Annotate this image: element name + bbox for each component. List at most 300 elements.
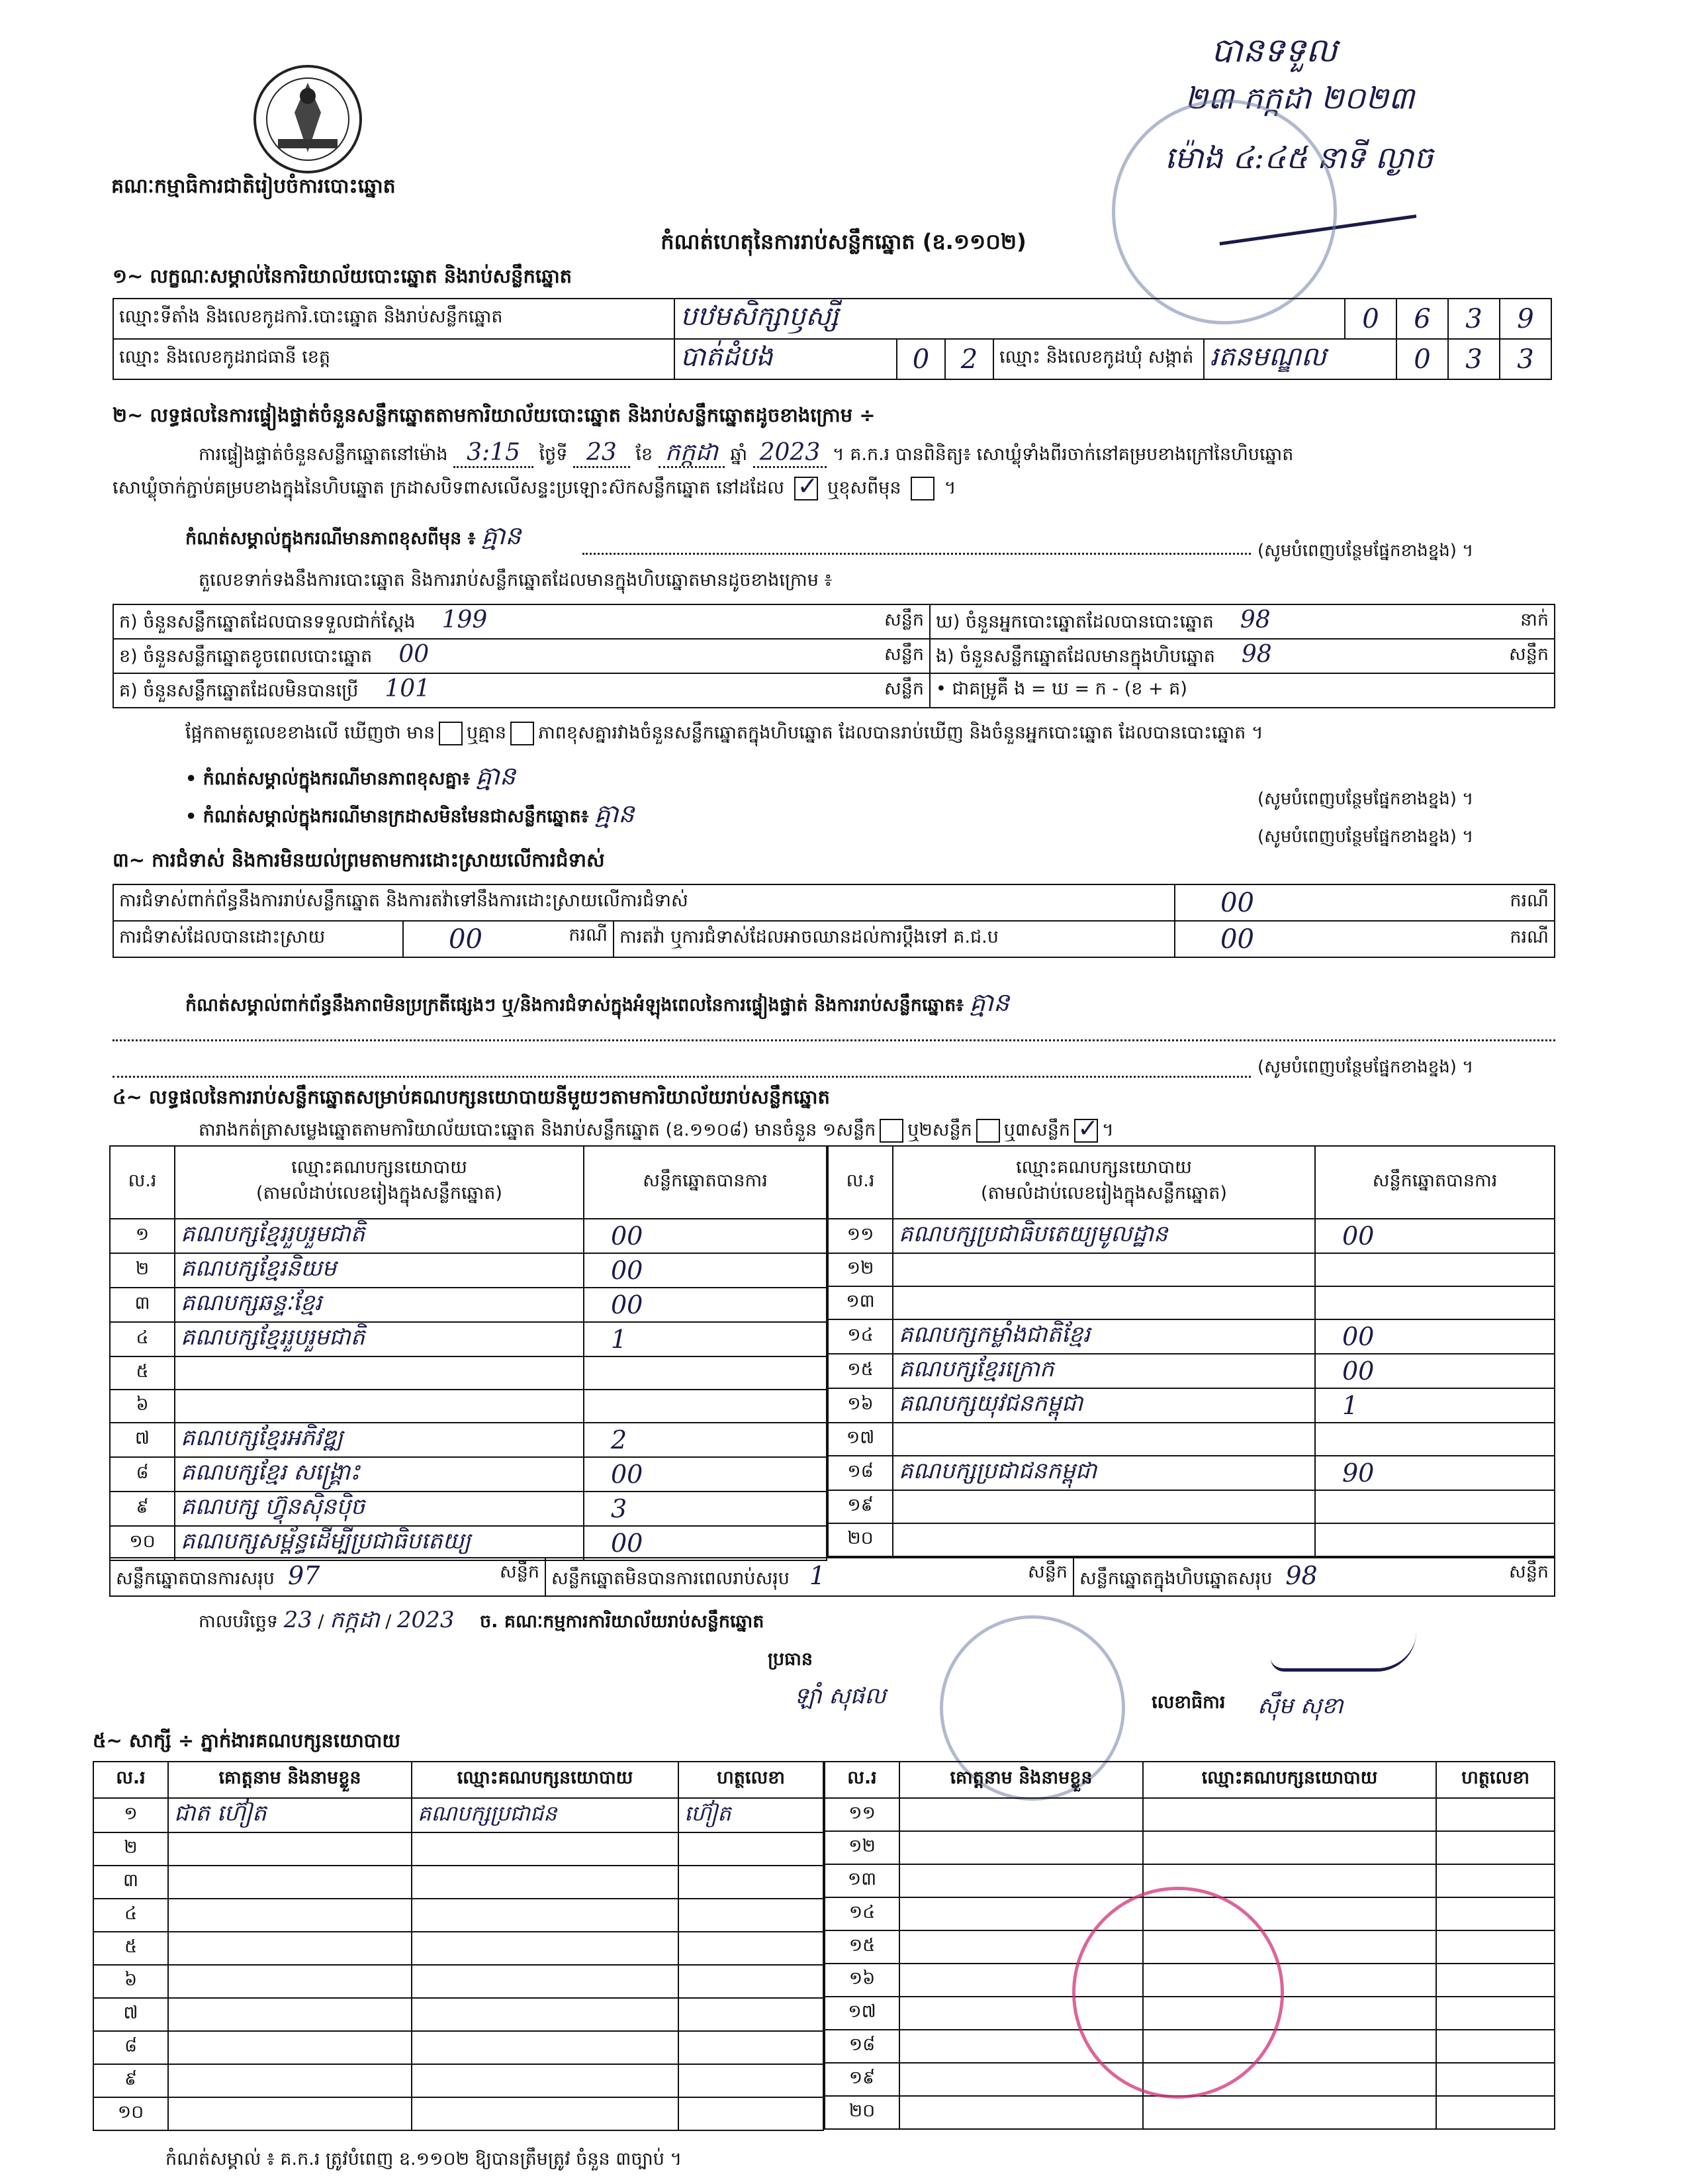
row-number: ២ — [93, 1832, 168, 1866]
unit: សន្លឹក — [500, 1561, 539, 1582]
resolved-label: ការជំទាស់ដែលបានដោះស្រាយ — [113, 921, 403, 957]
row-number: ៤ — [93, 1899, 168, 1932]
witness-name — [168, 1932, 412, 1965]
date-month: កក្កដា — [330, 1607, 380, 1633]
row-number: ១១ — [828, 1219, 893, 1253]
party-votes: 00 — [584, 1219, 827, 1253]
results-row — [828, 1456, 1555, 1490]
footer-note: កំណត់សម្គាល់ ៖ គ.ក.រ ត្រូវបំពេញ ឧ.១១០២ ឱ្យបានត្រឹមត្រូវ ចំនួន ៣ច្បាប់ ។ — [165, 2149, 682, 2169]
party-votes: 00 — [1315, 1319, 1555, 1354]
received-label: បានទទួល — [1211, 31, 1338, 70]
witness-row — [93, 2031, 823, 2064]
results-row — [828, 1286, 1555, 1319]
change-note-label: កំណត់សម្គាល់ក្នុងករណីមានភាពខុសពីមុន ៖ — [185, 528, 476, 549]
change-note-value: គ្មាន — [481, 521, 522, 550]
row-number: ១៥ — [825, 1930, 899, 1964]
figure-row-e — [930, 639, 1504, 673]
sentence-end: ។ — [1101, 1119, 1114, 1141]
station-code-digit: 3 — [1448, 299, 1500, 339]
tally-intro: តារាងកត់ត្រាសម្លេងឆ្នោតតាមការិយាល័យបោះឆ្នោត និងរាប់សន្លឹកឆ្នោត (ឧ.១១០៨) មានចំនួន ១សន្លឹក — [199, 1119, 876, 1141]
case-unit: ករណី — [1490, 884, 1555, 921]
date-line: កាលបរិច្ឆេទ 23 / កក្កដា / 2023 ច. គណៈកម្មការការិយាល័យរាប់សន្លឹកឆ្នោត — [199, 1607, 764, 1633]
section4-title: ៤~ លទ្ធផលនៃការរាប់សន្លឹកឆ្នោតសម្រាប់គណបក្សនយោបាយនីមួយៗតាមការិយាល័យរាប់សន្លឹកឆ្នោត — [113, 1086, 830, 1108]
witness-name — [899, 1798, 1143, 1831]
row-number: ៧ — [110, 1423, 175, 1457]
party-votes: 1 — [584, 1322, 827, 1356]
row-number: ១០ — [110, 1526, 175, 1560]
total-invalid-value: 1 — [809, 1560, 826, 1590]
unit: សន្លឹក — [1028, 1561, 1068, 1582]
row-number: ១២ — [828, 1253, 893, 1286]
verification-time: 3:15 — [453, 439, 533, 468]
col-party-sub: (តាមលំដាប់លេខរៀងក្នុងសន្លឹកឆ្នោត) — [256, 1183, 502, 1204]
witness-name — [899, 1864, 1143, 1897]
month-label: ខែ — [635, 444, 653, 465]
party-votes: 90 — [1315, 1456, 1555, 1490]
witness-party — [412, 2031, 678, 2064]
row-number: ១៩ — [828, 1490, 893, 1523]
party-name: គណបក្សឆន្ទៈខ្មែរ — [175, 1288, 584, 1322]
party-name: គណបក្សប្រជាធិបតេយ្យមូលដ្ឋាន — [893, 1219, 1315, 1253]
witness-row — [93, 1965, 823, 1998]
complaints-table — [113, 884, 1555, 958]
party-votes: 2 — [584, 1423, 827, 1457]
figure-row-a — [113, 604, 879, 639]
figure-row-c — [113, 673, 879, 708]
row-number: ៩ — [93, 2064, 168, 2097]
results-table-right — [827, 1145, 1555, 1557]
party-name — [175, 1390, 584, 1423]
figure-unit: សន្លឹក — [1504, 639, 1555, 673]
party-votes: 1 — [1315, 1388, 1555, 1423]
party-name: គណបក្សប្រជាជនកម្ពុជា — [893, 1456, 1315, 1490]
row-number: ៥ — [110, 1356, 175, 1390]
party-name: គណបក្សកម្លាំងជាតិខ្មែរ — [893, 1319, 1315, 1354]
station-label: ឈ្មោះទីតាំង និងលេខកូដការិ.បោះឆ្នោត និងរាប់សន្លឹកឆ្នោត — [113, 299, 674, 339]
resolved-count: 00 — [449, 924, 482, 955]
dotted-line — [113, 1076, 1251, 1078]
witness-row — [93, 1866, 823, 1899]
verification-day: 23 — [573, 439, 630, 468]
dotted-line — [113, 1039, 1555, 1041]
unchanged-checkbox[interactable] — [794, 477, 818, 500]
party-name — [893, 1253, 1315, 1286]
results-row — [110, 1219, 827, 1253]
two-sheets-checkbox[interactable] — [976, 1119, 1000, 1143]
witness-signature — [1436, 1997, 1555, 2030]
col-party: ឈ្មោះគណបក្សនយោបាយ — [412, 1762, 678, 1798]
figure-unit: សន្លឹក — [879, 639, 930, 673]
province-name: បាត់ដំបង — [675, 340, 897, 379]
witness-party — [412, 1899, 678, 1932]
chair-signature: ឡាំ សុផល — [794, 1683, 886, 1709]
commune-code-digit: 0 — [1396, 339, 1448, 379]
col-party: ឈ្មោះគណបក្សនយោបាយ — [1016, 1157, 1192, 1178]
row-number: ១៧ — [825, 1997, 899, 2030]
row-number: ១៧ — [828, 1423, 893, 1456]
document-title: កំណត់ហេតុនៃការរាប់សន្លឹកឆ្នោត (ឧ.១១០២) — [661, 229, 1026, 254]
col-party: ឈ្មោះគណបក្សនយោបាយ — [291, 1157, 467, 1178]
party-votes — [1315, 1286, 1555, 1319]
invalid-paper-value: គ្មាន — [594, 799, 635, 828]
verification-line-2 — [113, 477, 1555, 503]
witness-row — [825, 1831, 1555, 1864]
party-name — [175, 1356, 584, 1390]
difference-note — [185, 760, 516, 797]
three-sheets-label: ឬ៣សន្លឹក — [1003, 1119, 1070, 1141]
row-number: ១៣ — [825, 1864, 899, 1897]
witness-party — [1143, 1798, 1436, 1831]
appeal-count: 00 — [1220, 924, 1254, 955]
unit: សន្លឹក — [1509, 1561, 1549, 1582]
party-votes: 00 — [584, 1526, 827, 1560]
witness-party — [412, 1832, 678, 1866]
col-number: ល.រ — [825, 1762, 899, 1798]
figure-unit: សន្លឹក — [879, 673, 930, 708]
col-votes: សន្លឹកឆ្នោតបានការ — [1315, 1146, 1555, 1219]
witness-name — [168, 2031, 412, 2064]
row-number: ១០ — [93, 2097, 168, 2130]
witness-signature — [1436, 1930, 1555, 1964]
party-votes — [584, 1390, 827, 1423]
party-votes: 00 — [584, 1253, 827, 1288]
invalid-paper-label: • កំណត់សម្គាល់ក្នុងករណីមានក្រដាសមិនមែនជាសន្លឹកឆ្នោត៖ — [185, 806, 589, 827]
witness-party — [412, 1998, 678, 2031]
office-stamp-pink — [1072, 1887, 1284, 2099]
row-number: ១១ — [825, 1798, 899, 1831]
party-votes — [1315, 1490, 1555, 1523]
row-number: ៦ — [93, 1965, 168, 1998]
col-name: គោត្តនាម និងនាមខ្លួន — [899, 1762, 1143, 1798]
committee-name: គណៈកម្មាធិការជាតិរៀបចំការបោះឆ្នោត — [111, 175, 396, 198]
committee-emblem — [248, 60, 367, 179]
results-row — [828, 1354, 1555, 1388]
party-votes: 00 — [584, 1457, 827, 1492]
figure-value: 101 — [385, 675, 431, 702]
tally-sheets-line — [199, 1119, 1114, 1145]
witness-party — [412, 1866, 678, 1899]
province-label: ឈ្មោះ និងលេខកូដរាជធានី ខេត្ត — [113, 339, 674, 379]
station-code-digit: 0 — [1345, 299, 1396, 339]
party-name: គណបក្សខ្មែរអភិវឌ្ឍ — [175, 1423, 584, 1457]
figure-unit: សន្លឹក — [879, 604, 930, 639]
section5-title: ៥~ សាក្សី ÷ ភ្នាក់ងារគណបក្សនយោបាយ — [93, 1729, 401, 1752]
witness-row — [825, 2096, 1555, 2129]
row-number: ២០ — [825, 2096, 899, 2129]
commune-name: រតនមណ្ឌល — [1204, 339, 1396, 379]
witness-signature: ហ៊ៀត — [678, 1798, 823, 1832]
commune-code-digit: 3 — [1448, 339, 1500, 379]
total-valid-value: 97 — [287, 1560, 320, 1590]
witness-party — [412, 2064, 678, 2097]
party-name: គណបក្សខ្មែររួបរួមជាតិ — [175, 1322, 584, 1356]
row-number: ៣ — [110, 1288, 175, 1322]
row-number: ១៣ — [828, 1286, 893, 1319]
dotted-line — [582, 553, 1251, 555]
row-number: ៩ — [110, 1492, 175, 1526]
row-number: ៨ — [110, 1457, 175, 1492]
three-sheets-checkbox[interactable] — [1074, 1119, 1098, 1143]
received-time: ម៉ោង ៤:៤៥ នាទី ល្ងាច — [1165, 140, 1434, 175]
witness-name — [899, 2096, 1143, 2129]
col-votes: សន្លឹកឆ្នោតបានការ — [584, 1146, 827, 1219]
row-number: ១៦ — [828, 1388, 893, 1423]
change-note-line — [185, 520, 1257, 557]
witness-name — [168, 1832, 412, 1866]
committee-sign-label: ច. គណៈកម្មការការិយាល័យរាប់សន្លឹកឆ្នោត — [480, 1611, 764, 1632]
witness-name — [168, 1866, 412, 1899]
figures-intro: តួលេខទាក់ទងនឹងការបោះឆ្នោត និងការរាប់សន្លឹកឆ្នោតដែលមានក្នុងហិបឆ្នោតមានដូចខាងក្រោម ៖ — [199, 570, 833, 591]
witness-signature — [1436, 2096, 1555, 2129]
verification-year: 2023 — [753, 439, 827, 468]
irregularity-label: កំណត់សម្គាល់ពាក់ព័ន្ធនឹងភាពមិនប្រក្រតីផ្សេងៗ ឬ/និងការជំទាស់ក្នុងអំឡុងពេលនៃការផ្ទៀងផ្ទាត់ និងការរាប់សន្លឹកឆ្នោត៖ — [185, 995, 964, 1016]
row-number: ៦ — [110, 1390, 175, 1423]
fill-hint: (សូមបំពេញបន្ថែមផ្នែកខាងខ្នង) ។ — [1257, 789, 1474, 809]
results-row — [828, 1423, 1555, 1456]
commune-label: ឈ្មោះ និងលេខកូដឃុំ សង្កាត់ — [993, 339, 1204, 379]
figure-value: 00 — [398, 641, 430, 668]
row-number: ១៨ — [828, 1456, 893, 1490]
witness-signature — [678, 1932, 823, 1965]
complaints-count: 00 — [1220, 887, 1254, 918]
row-number: ១៥ — [828, 1354, 893, 1388]
total-box-label: សន្លឹកឆ្នោតក្នុងហិបឆ្នោតសរុប — [1079, 1568, 1273, 1589]
witness-signature — [1436, 1831, 1555, 1864]
row-number: ៣ — [93, 1866, 168, 1899]
witness-table-left — [93, 1761, 824, 2131]
one-sheet-checkbox[interactable] — [880, 1119, 903, 1143]
results-row — [828, 1219, 1555, 1253]
col-number: ល.រ — [93, 1762, 168, 1798]
witness-row — [93, 2064, 823, 2097]
figures-table — [113, 604, 1555, 708]
row-number: ១៨ — [825, 2030, 899, 2063]
irregularity-note — [185, 986, 1009, 1023]
total-valid-label: សន្លឹកឆ្នោតបានការសរុប — [116, 1568, 275, 1589]
witness-name — [168, 2097, 412, 2130]
changed-label: ឬខុសពីមុន — [827, 477, 901, 499]
figure-row-d — [930, 604, 1504, 639]
party-votes: 00 — [1315, 1354, 1555, 1388]
results-row — [110, 1423, 827, 1457]
figure-label: គ) ចំនួនសន្លឹកឆ្នោតដែលមិនបានប្រើ — [119, 681, 359, 701]
results-row — [110, 1390, 827, 1423]
witness-party — [1143, 1831, 1436, 1864]
changed-checkbox[interactable] — [911, 477, 935, 500]
results-row — [110, 1322, 827, 1356]
total-invalid — [545, 1558, 1073, 1596]
party-name — [893, 1523, 1315, 1556]
party-votes: 00 — [584, 1288, 827, 1322]
figure-label: ឃ) ចំនួនអ្នកបោះឆ្នោតដែលបានបោះឆ្នោត — [936, 612, 1214, 632]
figure-row-b — [113, 639, 879, 673]
row-number: ១ — [93, 1798, 168, 1832]
witness-signature — [678, 1965, 823, 1998]
witness-name — [168, 1899, 412, 1932]
two-sheets-label: ឬ២សន្លឹក — [907, 1119, 972, 1141]
year-label: ឆ្នាំ — [730, 444, 748, 465]
party-votes — [584, 1356, 827, 1390]
row-number: ២ — [110, 1253, 175, 1288]
case-unit: ករណី — [569, 924, 608, 945]
witness-signature — [1436, 2063, 1555, 2096]
witness-name — [168, 2064, 412, 2097]
date-day: 23 — [283, 1607, 312, 1633]
compare-text: ភាពខុសគ្នារវាងចំនួនសន្លឹកឆ្នោតក្នុងហិបឆ្នោត ដែលបានរាប់ឃើញ និងចំនួនអ្នកបោះឆ្នោត ដែលបានបោះឆ្នោត ។ — [538, 722, 1263, 743]
has-difference-checkbox[interactable] — [439, 722, 463, 745]
figure-label: ខ) ចំនួនសន្លឹកឆ្នោតខូចពេលបោះឆ្នោត — [119, 646, 373, 667]
witness-row — [93, 2097, 823, 2130]
witness-row — [93, 1798, 823, 1832]
party-votes: 00 — [1315, 1219, 1555, 1253]
fill-hint: (សូមបំពេញបន្ថែមផ្នែកខាងខ្នង) ។ — [1257, 1057, 1474, 1077]
complaints-value — [1175, 884, 1490, 921]
no-difference-checkbox[interactable] — [510, 722, 534, 745]
party-name: គណបក្សខ្មែរនិយម — [175, 1253, 584, 1288]
station-table — [113, 298, 1552, 380]
province-code-digit: 0 — [897, 340, 945, 379]
row-number: ៥ — [93, 1932, 168, 1965]
case-unit: ករណី — [1490, 921, 1555, 957]
witness-signature — [1436, 2030, 1555, 2063]
row-number: ១៦ — [825, 1964, 899, 1997]
total-valid — [110, 1558, 545, 1596]
results-row — [110, 1492, 827, 1526]
verification-text: ការផ្ទៀងផ្ទាត់ចំនួនសន្លឹកឆ្នោតនៅម៉ោង — [199, 444, 448, 465]
party-name — [893, 1286, 1315, 1319]
office-stamp-top — [1112, 99, 1337, 324]
total-box-value: 98 — [1285, 1560, 1318, 1590]
compare-text: ផ្អែកតាមតួលេខខាងលើ ឃើញថា មាន — [185, 722, 435, 743]
fill-hint: (សូមបំពេញបន្ថែមផ្នែកខាងខ្នង) ។ — [1257, 827, 1474, 847]
row-number: ៤ — [110, 1322, 175, 1356]
party-votes — [1315, 1423, 1555, 1456]
results-row — [110, 1526, 827, 1560]
verification-line-1 — [199, 437, 1555, 472]
col-name: គោត្តនាម និងនាមខ្លួន — [168, 1762, 412, 1798]
col-party: ឈ្មោះគណបក្សនយោបាយ — [1143, 1762, 1436, 1798]
witness-signature — [678, 2097, 823, 2130]
row-number: ២០ — [828, 1523, 893, 1556]
witness-party — [412, 2097, 678, 2130]
results-row — [828, 1523, 1555, 1556]
difference-note-label: • កំណត់សម្គាល់ក្នុងករណីមានភាពខុសគ្នា៖ — [185, 769, 471, 789]
witness-name — [168, 1965, 412, 1998]
day-label: ថ្ងៃទី — [539, 444, 568, 465]
witness-party — [412, 1932, 678, 1965]
section2-title: ២~ លទ្ធផលនៃការផ្ទៀងផ្ទាត់ចំនួនសន្លឹកឆ្នោតតាមការិយាល័យបោះឆ្នោត និងរាប់សន្លឹកឆ្នោតដូចខាងក្រោម ÷ — [113, 404, 876, 426]
province-code-digit: 2 — [960, 344, 978, 375]
witness-name: ជាត ហ៊ៀត — [168, 1798, 412, 1832]
results-row — [110, 1288, 827, 1322]
col-signature: ហត្ថលេខា — [1436, 1762, 1555, 1798]
total-in-box — [1073, 1558, 1555, 1596]
chair-label: ប្រធាន — [768, 1649, 813, 1670]
figure-label: ក) ចំនួនសន្លឹកឆ្នោតដែលបានទទួលជាក់ស្តែង — [119, 612, 416, 632]
secretary-signature-mark — [1271, 1615, 1416, 1672]
witness-signature — [678, 1866, 823, 1899]
results-row — [828, 1388, 1555, 1423]
date-label: កាលបរិច្ឆេទ — [199, 1611, 278, 1632]
col-party-sub: (តាមលំដាប់លេខរៀងក្នុងសន្លឹកឆ្នោត) — [981, 1183, 1227, 1204]
results-row — [828, 1490, 1555, 1523]
witness-row — [825, 1798, 1555, 1831]
difference-note-value: គ្មាន — [475, 761, 516, 790]
witness-party — [412, 1965, 678, 1998]
figure-label: ង) ចំនួនសន្លឹកឆ្នោតដែលមានក្នុងហិបឆ្នោត — [936, 646, 1215, 667]
results-row — [828, 1253, 1555, 1286]
received-date: ២៣ កក្កដា ២០២៣ — [1185, 80, 1415, 116]
witness-signature — [678, 1899, 823, 1932]
witness-party: គណបក្សប្រជាជន — [412, 1798, 678, 1832]
secretary-label: លេខាធិការ — [1152, 1692, 1226, 1713]
row-number: ១២ — [825, 1831, 899, 1864]
complaints-label: ការជំទាស់ពាក់ព័ន្ធនឹងការរាប់សន្លឹកឆ្នោត និងការតវ៉ាទៅនឹងការដោះស្រាយលើការជំទាស់ — [113, 884, 1175, 921]
figure-value: 98 — [1241, 641, 1272, 668]
witness-name — [168, 1998, 412, 2031]
verification-text: ។ គ.ក.រ បានពិនិត្យ៖ សោឃ្លុំទាំងពីរចាក់នៅគម្របខាងក្រៅនៃហិបឆ្នោត — [832, 444, 1294, 465]
sentence-end: ។ — [944, 477, 956, 499]
party-name: គណបក្សសម្ព័ន្ធដើម្បីប្រជាធិបតេយ្យ — [175, 1526, 584, 1560]
party-name: គណបក្សខ្មែរ សង្គ្រោះ — [175, 1457, 584, 1492]
col-number: ល.រ — [110, 1146, 175, 1219]
section1-title: ១~ លក្ខណៈសម្គាល់នៃការិយាល័យបោះឆ្នោត និងរាប់សន្លឹកឆ្នោត — [113, 265, 572, 287]
witness-signature — [678, 2064, 823, 2097]
row-number: ១៩ — [825, 2063, 899, 2096]
row-number: ៨ — [93, 2031, 168, 2064]
witness-signature — [1436, 1964, 1555, 1997]
row-number: ១៤ — [828, 1319, 893, 1354]
resolved-value — [403, 921, 614, 957]
party-name: គណបក្ស ហ៊្វុនស៊ិនប៉ិច — [175, 1492, 584, 1526]
section3-title: ៣~ ការជំទាស់ និងការមិនយល់ព្រមតាមការដោះស្រាយលើការជំទាស់ — [113, 849, 605, 871]
verification-text: សោឃ្លុំចាក់ភ្ជាប់គម្របខាងក្នុងនៃហិបឆ្នោត ក្រដាសបិទពាសលើសន្ទះប្រឡោះស៊កសន្លឹកឆ្នោត នៅដដែល — [113, 477, 784, 499]
date-year: 2023 — [396, 1607, 455, 1633]
witness-row — [93, 1932, 823, 1965]
results-row — [110, 1356, 827, 1390]
witness-row — [93, 1832, 823, 1866]
figure-formula: • ជាគម្រូគឺ ង = ឃ = ក - (ខ + គ) — [930, 673, 1555, 708]
witness-name — [899, 1831, 1143, 1864]
figure-value: 199 — [441, 606, 488, 634]
totals-table — [109, 1557, 1555, 1597]
compare-text: ឬគ្មាន — [467, 722, 507, 743]
party-name: គណបក្សខ្មែររួបរួមជាតិ — [175, 1219, 584, 1253]
witness-row — [93, 1998, 823, 2031]
witness-signature — [1436, 1798, 1555, 1831]
party-votes — [1315, 1523, 1555, 1556]
row-number: ១ — [110, 1219, 175, 1253]
witness-signature — [678, 1832, 823, 1866]
verification-month: កក្កដា — [659, 439, 725, 468]
results-row — [110, 1253, 827, 1288]
invalid-paper-note — [185, 798, 634, 835]
party-name: គណបក្សយុវជនកម្ពុជា — [893, 1388, 1315, 1423]
difference-line — [185, 722, 1562, 748]
party-name: គណបក្សខ្មែរក្រោក — [893, 1354, 1315, 1388]
row-number: ១៤ — [825, 1897, 899, 1930]
witness-row — [93, 1899, 823, 1932]
col-signature: ហត្ថលេខា — [678, 1762, 823, 1798]
secretary-signature: ស៊ឹម សុខា — [1257, 1693, 1344, 1719]
results-row — [828, 1319, 1555, 1354]
station-name: បឋមសិក្សាឫស្សី — [674, 299, 1345, 339]
results-table-left — [109, 1145, 827, 1561]
figure-unit: នាក់ — [1504, 604, 1555, 639]
witness-signature — [1436, 1897, 1555, 1930]
party-votes: 3 — [584, 1492, 827, 1526]
row-number: ៧ — [93, 1998, 168, 2031]
